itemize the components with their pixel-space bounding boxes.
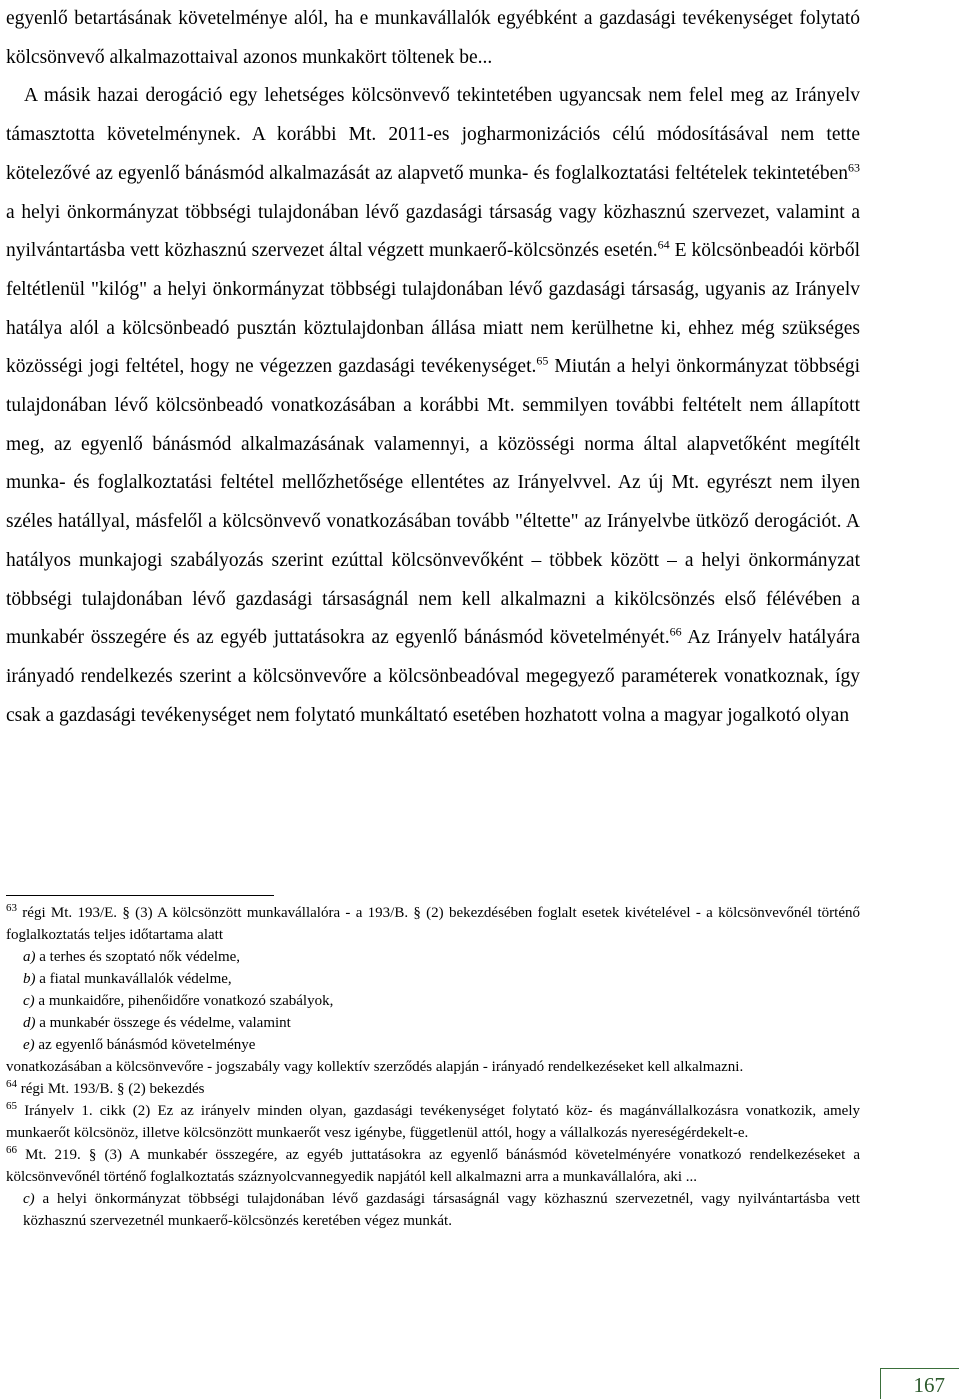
footnote-number: 63 bbox=[6, 902, 17, 914]
footnote-63-tail: vonatkozásában a kölcsönvevőre - jogszabály vagy kollektív szerződés alapján - irányadó rendelkezéseket kell alkalmazni. bbox=[6, 1059, 744, 1075]
list-letter: e) bbox=[23, 1037, 35, 1053]
list-text: a munkaidőre, pihenőidőre vonatkozó szabályok, bbox=[38, 993, 334, 1009]
paragraph-text-e: Az Irányelv hatályára irányadó rendelkezés szerint a kölcsönvevőre a kölcsönbeadóval megegyező paraméterek vonatkoznak, így csak a gazdasági tevékenységet nem folytató munkáltató esetében hozhatott volna a magyar jogalkotó olyan bbox=[6, 627, 860, 726]
footnote-ref-65[interactable]: 65 bbox=[536, 353, 549, 368]
footnote-63 bbox=[6, 902, 860, 946]
list-text: a terhes és szoptató nők védelme, bbox=[39, 949, 241, 965]
list-text: az egyenlő bánásmód követelménye bbox=[38, 1037, 256, 1053]
footnote-text: régi Mt. 193/B. § (2) bekezdés bbox=[20, 1081, 205, 1097]
page-number-box bbox=[880, 1368, 959, 1399]
footnote-ref-64[interactable]: 64 bbox=[657, 237, 670, 252]
footnote-text: régi Mt. 193/E. § (3) A kölcsönzött munkavállalóra - a 193/B. § (2) bekezdésében foglalt esetek kivételével - a kölcsönvevőnél történő foglalkoztatás teljes időtartama alatt bbox=[6, 905, 861, 943]
footnote-list-item bbox=[6, 1188, 860, 1232]
paragraph-text-c: E kölcsönbeadói körből feltétlenül "kilóg" a helyi önkormányzat többségi tulajdonában lévő gazdasági társaság, ugyanis az Irányelv hatálya alól a kölcsönbeadó pusztán köztulajdonban állása miatt nem kerülhetne ki, ehhez még szükséges közösségi jogi feltétel, hogy ne végezzen gazdasági tevékenységet. bbox=[6, 240, 860, 378]
list-letter: a) bbox=[23, 949, 36, 965]
list-letter: c) bbox=[23, 993, 35, 1009]
footnote-number: 65 bbox=[6, 1100, 17, 1112]
paragraph-text-a: A másik hazai derogáció egy lehetséges kölcsönvevő tekintetében ugyancsak nem felel meg az Irányelv támasztotta követelménynek. A korábbi Mt. 2011-es jogharmonizációs célú módosításával nem tette kötelezővé az egyenlő bánásmód alkalmazását az alapvető munka- és foglalkoztatási feltételek tekintetében bbox=[6, 85, 860, 184]
body-text bbox=[6, 0, 860, 735]
footnote-66 bbox=[6, 1144, 860, 1188]
footnote-separator bbox=[6, 895, 274, 896]
footnote-list-item bbox=[6, 968, 860, 990]
footnotes bbox=[6, 902, 860, 1232]
paragraph-text: egyenlő betartásának követelménye alól, ha e munkavállalók egyébként a gazdasági tevékenységet folytató kölcsönvevő alkalmazottaival azonos munkakört töltenek be... bbox=[6, 8, 860, 68]
paragraph-continuation bbox=[6, 0, 860, 77]
list-letter: b) bbox=[23, 971, 36, 987]
footnote-ref-63[interactable]: 63 bbox=[848, 160, 860, 175]
footnote-text: Irányelv 1. cikk (2) Ez az irányelv minden olyan, gazdasági tevékenységet folytató köz- és magánvállalkozásra vonatkozik, amely munkaerőt kölcsönöz, illetve kölcsönzött munkaerőt vesz igénybe, függetlenül attól, hogy a vállalkozás nyereségérdekelt-e. bbox=[6, 1103, 860, 1141]
footnote-number: 64 bbox=[6, 1078, 17, 1090]
footnote-list-item bbox=[6, 1034, 860, 1056]
list-text: a fiatal munkavállalók védelme, bbox=[39, 971, 232, 987]
footnote-text: Mt. 219. § (3) A munkabér összegére, az egyéb juttatásokra az egyenlő bánásmód követelményére vonatkozó rendelkezéseket a kölcsönvevőnél történő foglalkoztatás száznyolcvannegyedik napjától kell alkalmazni arra a munkavállalóra, aki ... bbox=[6, 1147, 861, 1185]
list-text: a munkabér összege és védelme, valamint bbox=[39, 1015, 291, 1031]
footnote-list-item bbox=[6, 1012, 860, 1034]
footnote-list-item bbox=[6, 946, 860, 968]
footnote-number: 66 bbox=[6, 1144, 17, 1156]
list-letter: c) bbox=[23, 1191, 35, 1207]
footnote-64 bbox=[6, 1078, 860, 1100]
list-letter: d) bbox=[23, 1015, 36, 1031]
paragraph-text-b: a helyi önkormányzat többségi tulajdonában lévő gazdasági társaság vagy közhasznú szervezet, valamint a nyilvántartásba vett közhasznú szervezet által végzett munkaerő-kölcsönzés esetén. bbox=[6, 201, 860, 262]
page-number: 167 bbox=[913, 1373, 945, 1397]
paragraph-text-d: Miután a helyi önkormányzat többségi tulajdonában lévő kölcsönbeadó vonatkozásában a korábbi Mt. semmilyen további feltételt nem állapított meg, az egyenlő bánásmód alkalmazásának valamennyi, a közösségi norma által alapvetőként megítélt munka- és foglalkoztatási feltétel mellőzhetősége ellentétes az Irányelvvel. Az új Mt. egyrészt nem ilyen széles hatállyal, másfelől a kölcsönvevő vonatkozásában tovább "éltette" az Irányelvbe ütköző derogációt. A hatályos munkajogi szabályozás szerint ezúttal kölcsönvevőként – többek között – a helyi önkormányzat többségi tulajdonában lévő gazdasági társaságnál nem kell alkalmazni a kikölcsönzés első félévében a munkabér összegére és az egyéb juttatásokra az egyenlő bánásmód követelményét. bbox=[6, 356, 860, 649]
footnote-list-item bbox=[6, 990, 860, 1012]
footnote-ref-66[interactable]: 66 bbox=[669, 624, 682, 639]
list-text: a helyi önkormányzat többségi tulajdonában lévő gazdasági társaságnál vagy közhasznú szervezetnél, vagy nyilvántartásba vett közhasznú szervezetnél munkaerő-kölcsönzés keretében végez munkát. bbox=[23, 1191, 860, 1229]
paragraph-main bbox=[6, 77, 860, 735]
footnote-65 bbox=[6, 1100, 860, 1144]
